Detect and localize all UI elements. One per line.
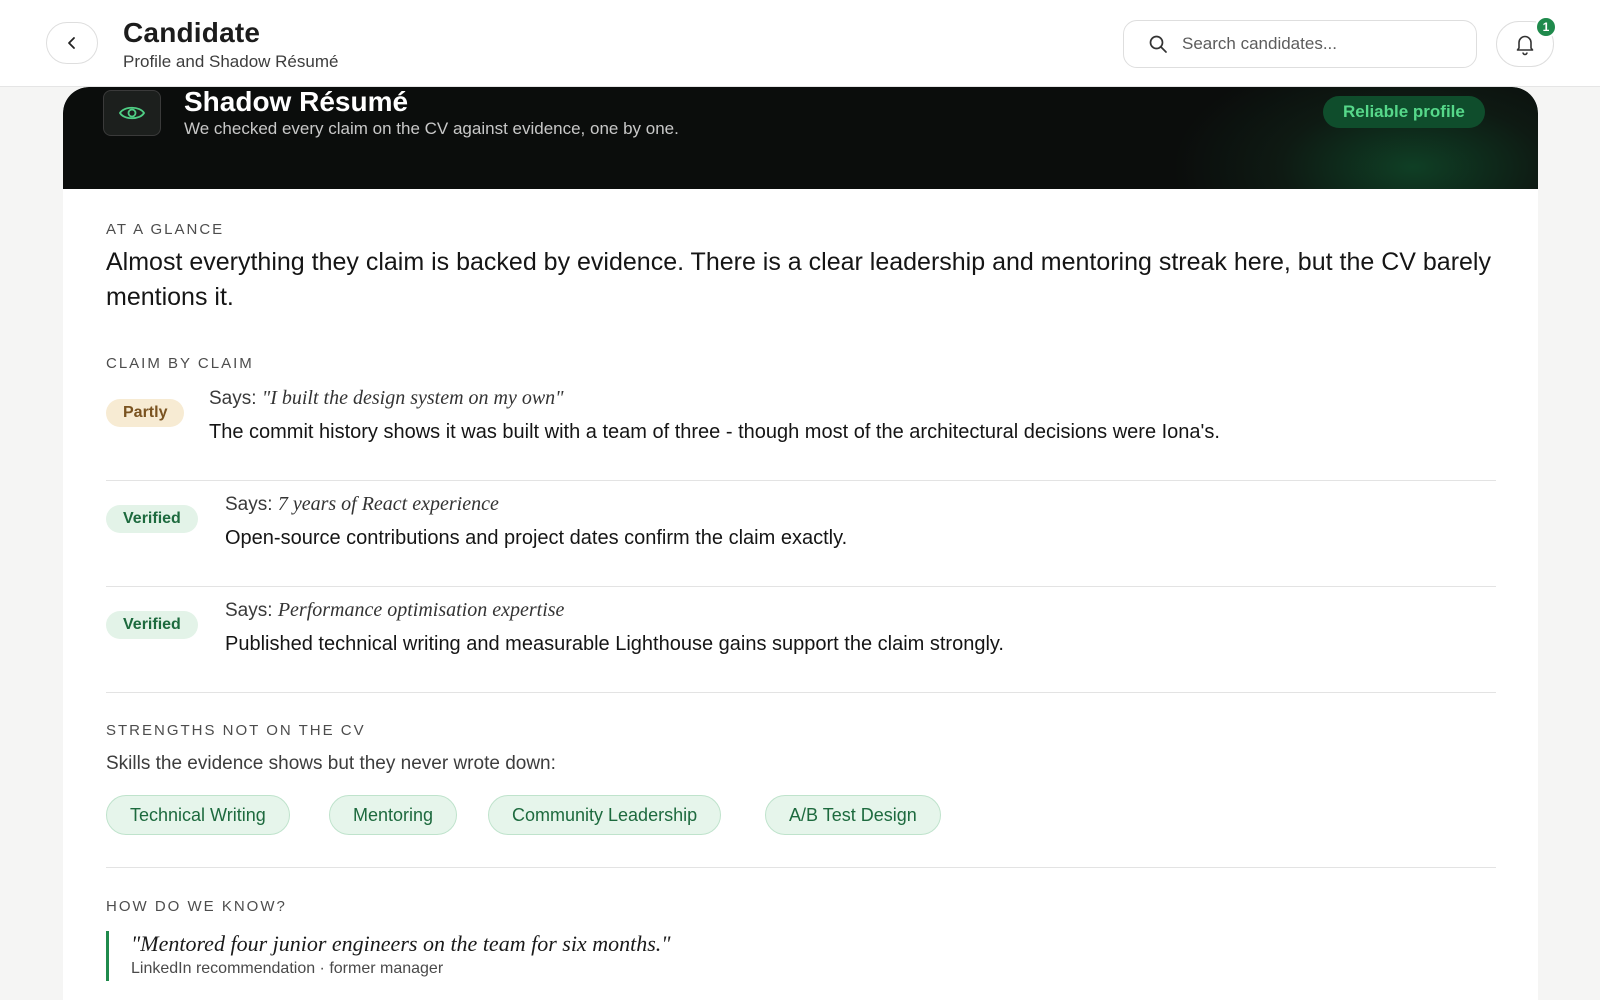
says-prefix: Says: xyxy=(209,388,257,409)
divider xyxy=(106,480,1496,481)
claim-says xyxy=(209,387,564,410)
shadow-resume-card xyxy=(63,87,1538,1000)
evidence-quote: "Mentored four junior engineers on the team for six months." xyxy=(131,931,671,956)
evidence-quote-block xyxy=(106,931,1006,981)
back-button[interactable] xyxy=(46,22,98,64)
claim-evidence: Open-source contributions and project dates confirm the claim exactly. xyxy=(225,527,848,549)
claim-quote: Performance optimisation expertise xyxy=(277,599,565,621)
claim-says xyxy=(225,493,499,516)
claims-label: CLAIM BY CLAIM xyxy=(106,355,254,372)
chevron-left-icon xyxy=(64,35,80,51)
eye-icon-tile xyxy=(103,90,161,136)
strengths-intro: Skills the evidence shows but they never wrote down: xyxy=(106,753,556,774)
skill-chip: Technical Writing xyxy=(106,795,290,835)
claim-quote: "I built the design system on my own" xyxy=(261,387,564,409)
notification-count-badge: 1 xyxy=(1535,16,1557,38)
skill-chip: A/B Test Design xyxy=(765,795,941,835)
search-icon xyxy=(1148,34,1168,54)
bell-icon xyxy=(1513,32,1537,56)
hero-title: Shadow Résumé xyxy=(184,87,409,117)
evidence-source: LinkedIn recommendation · former manager xyxy=(131,960,444,977)
top-bar xyxy=(0,0,1600,87)
status-badge-verified: Verified xyxy=(106,611,198,639)
glance-summary: Almost everything they claim is backed by evidence. There is a clear leadership and mentoring streak here, but the CV barely mentions it. xyxy=(106,248,1491,311)
status-badge-partly: Partly xyxy=(106,399,184,427)
divider xyxy=(106,692,1496,693)
evidence-label: HOW DO WE KNOW? xyxy=(106,898,287,915)
glance-label: AT A GLANCE xyxy=(106,221,225,238)
claim-evidence: Published technical writing and measurable Lighthouse gains support the claim strongly. xyxy=(225,633,1004,655)
says-prefix: Says: xyxy=(225,600,273,621)
status-badge-verified: Verified xyxy=(106,505,198,533)
says-prefix: Says: xyxy=(225,494,273,515)
hero-subtitle: We checked every claim on the CV against evidence, one by one. xyxy=(184,119,679,138)
strengths-label: STRENGTHS NOT ON THE CV xyxy=(106,722,366,739)
page-subtitle: Profile and Shadow Résumé xyxy=(123,52,339,71)
search-input[interactable] xyxy=(1182,34,1462,54)
page-title: Candidate xyxy=(123,17,261,48)
divider xyxy=(106,867,1496,868)
eye-icon xyxy=(118,103,146,123)
divider xyxy=(106,586,1496,587)
claim-says xyxy=(225,599,564,622)
claim-quote: 7 years of React experience xyxy=(277,493,499,515)
page-heading xyxy=(123,16,338,72)
skill-chip: Mentoring xyxy=(329,795,457,835)
search-box[interactable] xyxy=(1123,20,1477,68)
claim-evidence: The commit history shows it was built with a team of three - though most of the architectural decisions were Iona's. xyxy=(209,421,1220,443)
reliability-badge: Reliable profile xyxy=(1323,96,1485,128)
hero-banner xyxy=(63,87,1538,189)
skill-chip: Community Leadership xyxy=(488,795,721,835)
